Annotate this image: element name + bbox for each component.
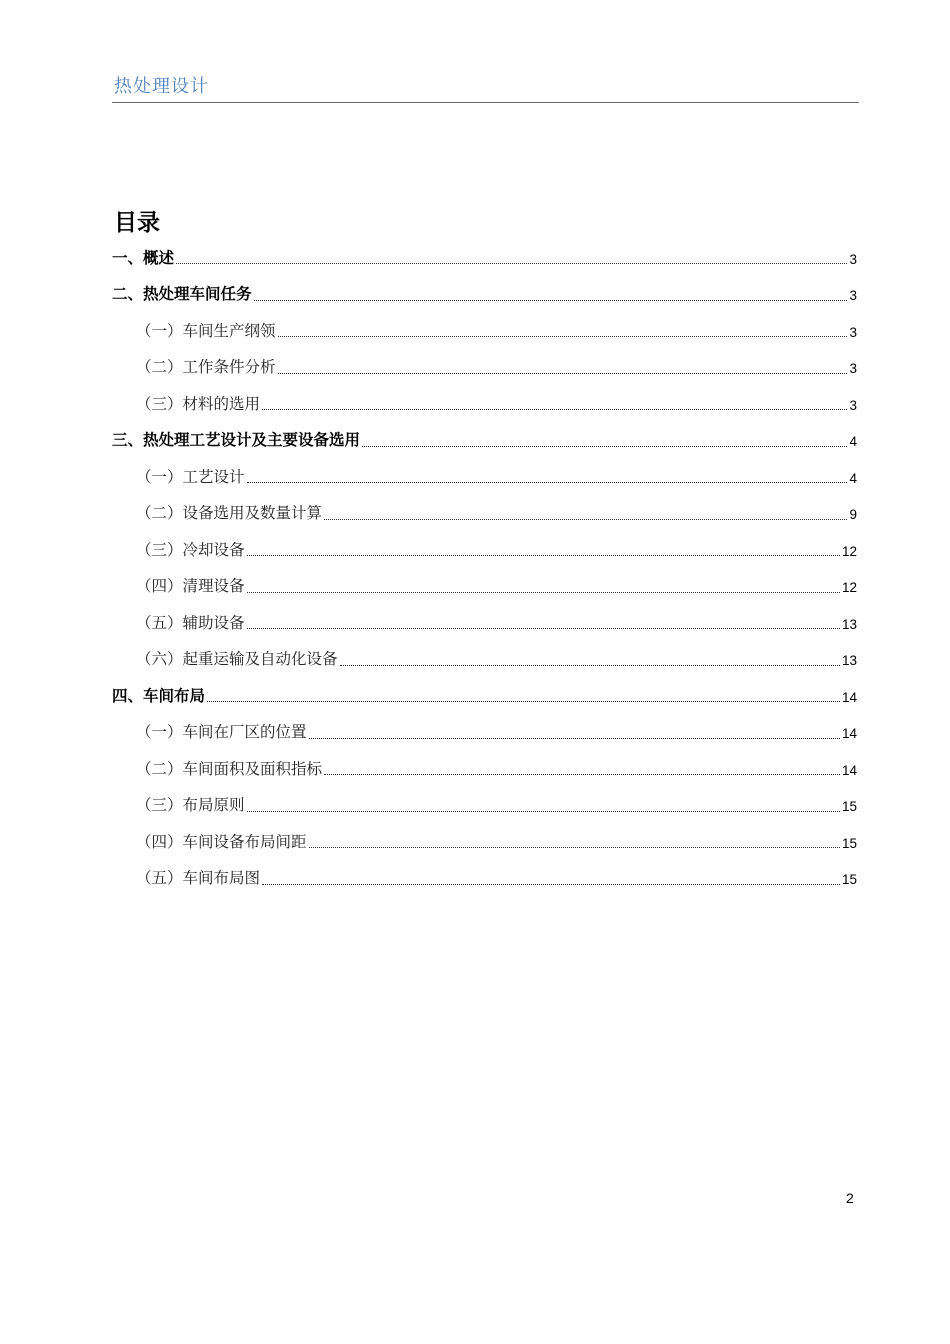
toc-dot-leader [254, 299, 848, 301]
toc-entry[interactable] [112, 277, 857, 314]
toc-entry[interactable] [112, 715, 857, 752]
toc-entry[interactable] [112, 532, 857, 569]
toc-dot-leader [247, 554, 840, 556]
toc-dot-leader [362, 445, 847, 447]
toc-entry[interactable] [112, 569, 857, 606]
toc-entry-label: （二）设备选用及数量计算 [136, 504, 323, 522]
toc-entry-label: （二）工作条件分析 [136, 358, 276, 376]
toc-dot-leader [207, 700, 840, 702]
toc-entry-label: （三）材料的选用 [136, 394, 261, 413]
toc-entry-page: 4 [849, 470, 857, 486]
toc-dot-leader [340, 664, 840, 666]
toc-entry[interactable] [112, 350, 857, 387]
toc-entry-label: 一、概述 [112, 248, 175, 267]
toc-heading: 目录 [114, 210, 160, 236]
toc-entry-label: （一）工艺设计 [136, 467, 245, 486]
toc-entry-label: （五）辅助设备 [136, 613, 245, 632]
toc-entry-label: （一）车间在厂区的位置 [136, 723, 307, 741]
toc-entry[interactable] [112, 459, 857, 496]
toc-entry-label: （四）车间设备布局间距 [136, 832, 307, 851]
toc-entry-label: （一）车间生产纲领 [136, 321, 276, 340]
toc-entry[interactable] [112, 861, 857, 898]
toc-dot-leader [247, 591, 840, 593]
toc-entry-page: 15 [841, 799, 857, 814]
page-number: 2 [846, 1190, 854, 1206]
toc-entry[interactable] [112, 788, 857, 825]
toc-entry-page: 14 [841, 726, 857, 741]
toc-dot-leader [176, 262, 847, 264]
toc-entry[interactable] [112, 386, 857, 423]
toc-entry-page: 14 [841, 689, 857, 705]
toc-entry-page: 3 [849, 251, 857, 267]
toc-entry-page: 13 [841, 653, 857, 668]
toc-entry[interactable] [112, 313, 857, 350]
toc-dot-leader [262, 408, 847, 410]
toc-entry-label: 三、热处理工艺设计及主要设备选用 [112, 431, 361, 449]
toc-entry-page: 13 [841, 616, 857, 632]
toc-entry[interactable] [112, 642, 857, 679]
toc-dot-leader [247, 810, 840, 812]
toc-entry-label: （四）清理设备 [136, 577, 245, 595]
toc-entry-label: （六）起重运输及自动化设备 [136, 650, 338, 668]
toc-entry-label: （五）车间布局图 [136, 869, 261, 887]
toc-dot-leader [247, 481, 848, 483]
toc-entry-page: 3 [849, 361, 857, 376]
header-title: 热处理设计 [114, 76, 209, 97]
toc-dot-leader [324, 518, 847, 520]
toc-entry-page: 3 [849, 288, 857, 303]
toc-entry[interactable] [112, 824, 857, 861]
toc-entry-label: 四、车间布局 [112, 686, 206, 705]
toc-dot-leader [278, 372, 848, 374]
toc-dot-leader [247, 627, 840, 629]
table-of-contents [112, 240, 857, 897]
toc-entry[interactable] [112, 751, 857, 788]
toc-entry-label: （三）冷却设备 [136, 540, 245, 559]
toc-dot-leader [309, 737, 840, 739]
toc-entry[interactable] [112, 423, 857, 460]
toc-dot-leader [278, 335, 848, 337]
toc-entry-page: 15 [841, 872, 857, 887]
toc-entry-page: 15 [841, 835, 857, 851]
toc-entry-page: 9 [849, 507, 857, 522]
toc-entry-page: 3 [849, 324, 857, 340]
toc-entry[interactable] [112, 496, 857, 533]
toc-entry-page: 4 [849, 434, 857, 449]
toc-entry-page: 3 [849, 397, 857, 413]
toc-entry[interactable] [112, 678, 857, 715]
toc-entry-page: 14 [841, 762, 857, 778]
page-header [112, 70, 859, 103]
toc-entry[interactable] [112, 240, 857, 277]
toc-entry-label: 二、热处理车间任务 [112, 285, 252, 303]
toc-entry-label: （三）布局原则 [136, 796, 245, 814]
toc-entry-label: （二）车间面积及面积指标 [136, 759, 323, 778]
toc-entry-page: 12 [841, 580, 857, 595]
toc-entry[interactable] [112, 605, 857, 642]
toc-dot-leader [262, 883, 840, 885]
toc-entry-page: 12 [841, 543, 857, 559]
toc-dot-leader [309, 846, 840, 848]
toc-dot-leader [324, 773, 840, 775]
